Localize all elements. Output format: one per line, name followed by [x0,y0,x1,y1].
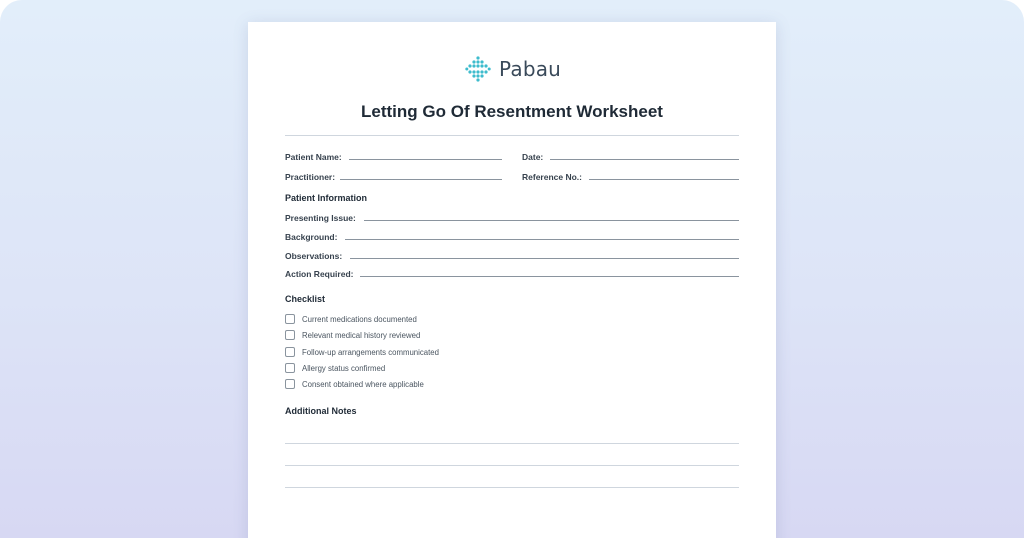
notes-line[interactable] [285,443,739,444]
patient-name-label: Patient Name: [285,152,342,162]
patient-name-field[interactable] [349,159,502,160]
worksheet-document [248,22,776,538]
notes-line[interactable] [285,487,739,488]
observations-label: Observations: [285,251,343,261]
checklist-item-label: Follow-up arrangements communicated [302,347,439,357]
checklist-item [285,347,439,357]
reference-no-field[interactable] [589,179,739,180]
notes-line[interactable] [285,465,739,466]
action-required-label: Action Required: [285,269,354,279]
title-divider [285,135,739,136]
observations-field[interactable] [350,258,739,259]
additional-notes-heading: Additional Notes [285,406,357,416]
background-field[interactable] [345,239,739,240]
checklist-item-label: Consent obtained where applicable [302,379,424,389]
date-field[interactable] [550,159,739,160]
checkbox[interactable] [285,330,295,340]
checkbox[interactable] [285,379,295,389]
checkbox[interactable] [285,363,295,373]
checklist-item [285,379,424,389]
presenting-issue-label: Presenting Issue: [285,213,356,223]
checklist-item [285,363,385,373]
checklist-heading: Checklist [285,294,326,304]
brand-name: Pabau [499,57,562,81]
reference-no-label: Reference No.: [522,172,582,182]
action-required-field[interactable] [360,276,739,277]
practitioner-field[interactable] [340,179,502,180]
checkbox[interactable] [285,314,295,324]
practitioner-label: Practitioner: [285,172,336,182]
checklist-item-label: Current medications documented [302,314,417,324]
checkbox[interactable] [285,347,295,357]
presenting-issue-field[interactable] [364,220,739,221]
page-title: Letting Go Of Resentment Worksheet [361,102,663,121]
checklist-item-label: Allergy status confirmed [302,363,386,373]
checklist-item [285,330,420,340]
brand-logo [465,56,561,82]
diamond-grid-icon [465,56,491,82]
patient-information-heading: Patient Information [285,193,368,203]
background-label: Background: [285,232,338,242]
checklist-item-label: Relevant medical history reviewed [302,330,421,340]
date-label: Date: [522,152,544,162]
checklist-item [285,314,417,324]
